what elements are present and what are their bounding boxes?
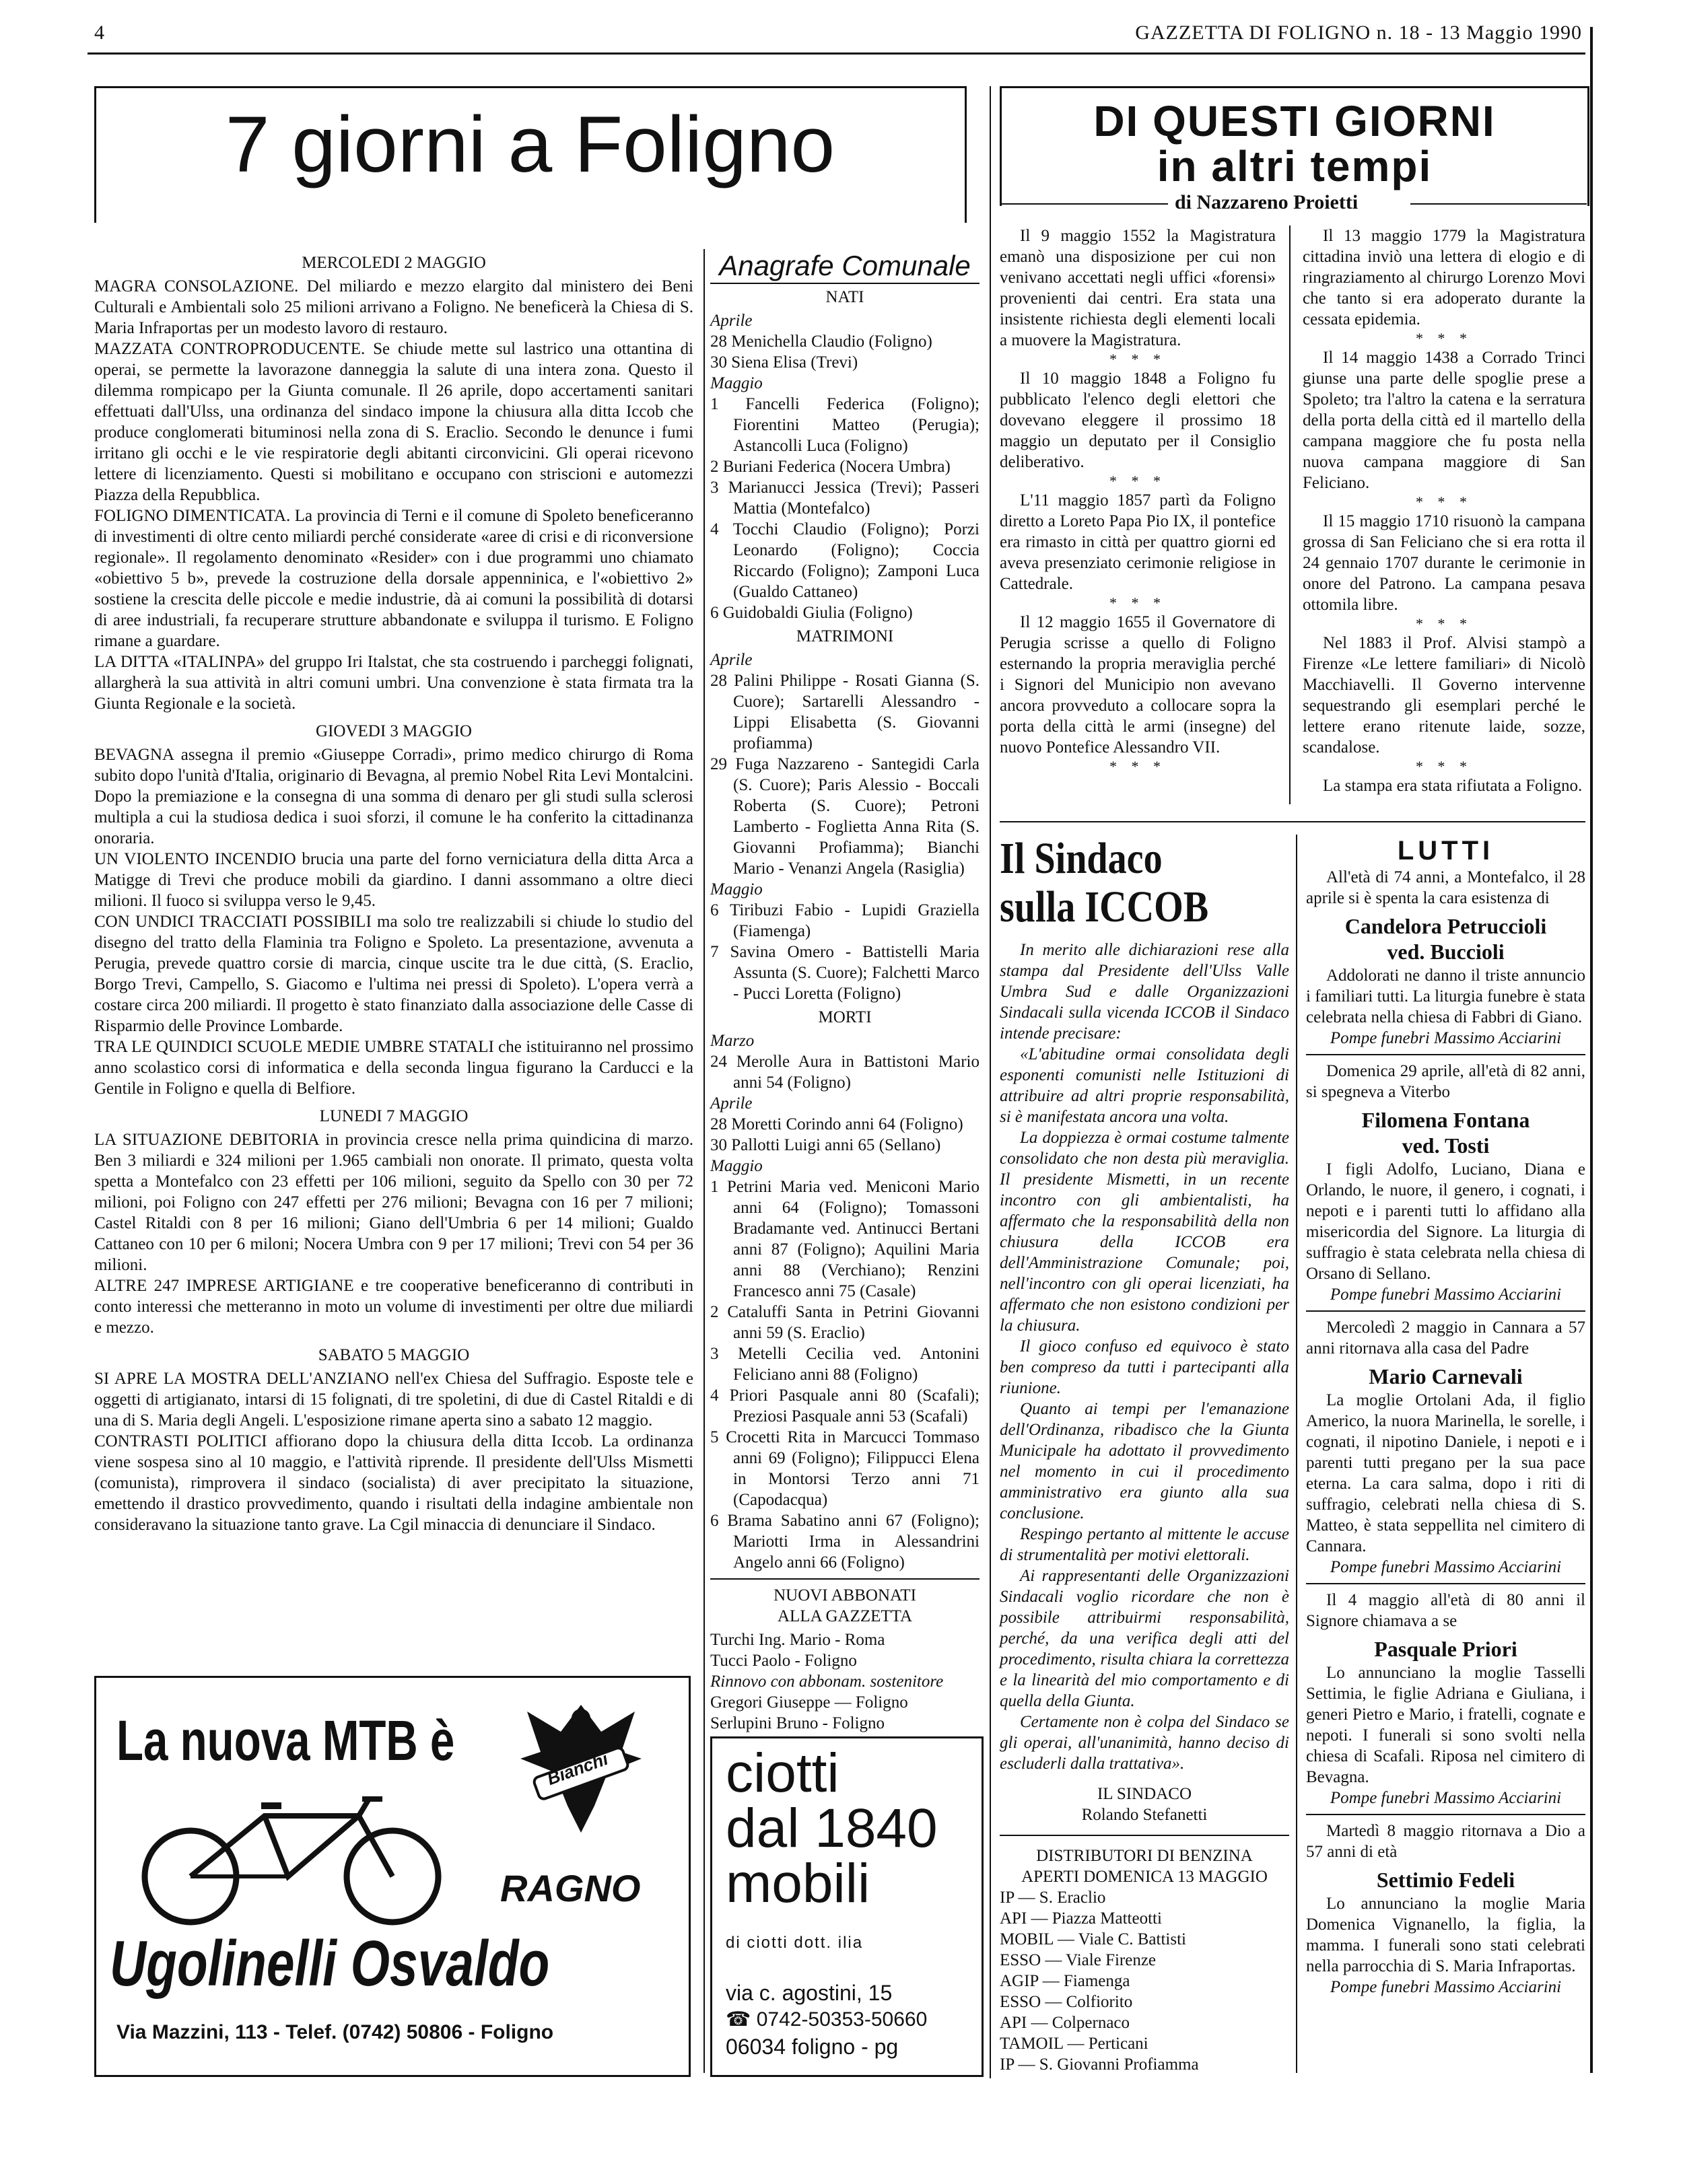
obituary-footer: Pompe funebri Massimo Acciarini — [1330, 1558, 1562, 1576]
benzina-item: AGIP — Fiamenga — [1000, 1972, 1130, 1990]
anagrafe-entry: 6 Tiribuzi Fabio - Lupidi Graziella (Fiamenga) — [710, 901, 980, 940]
news-lead: SI APRE LA MOSTRA DELL'ANZIANO — [94, 1370, 389, 1388]
seven-days-title: 7 giorni a Foligno — [225, 100, 835, 189]
news-lead: LA SITUAZIONE DEBITORIA — [94, 1131, 319, 1149]
anagrafe-entry: 3 Marianucci Jessica (Trevi); Passeri Mattia (Montefalco) — [710, 479, 980, 518]
sindaco-article — [1000, 835, 1289, 2075]
obituary — [1306, 1821, 1585, 1998]
ciotti-phone: ☎ 0742-50353-50660 — [726, 2008, 928, 2031]
news-text: affiorano dopo la chiusura della ditta Iccob. La ordinanza viene sospesa sino al 10 maggio, e l'attività riprende. Il presidente dell'Ulss Mismetti (comunista), rimprovera il sindaco (socialista) di aver precipitato la situazione, emettendo il drastico provvedimento, quando i risultati della indagine ambientale non consideravano la situazione tanto grave. La Cgil minaccia di denunciare il Sindaco. — [94, 1432, 694, 1534]
news-paragraph — [94, 1129, 693, 1275]
obituary-name: Mario Carnevali — [1369, 1364, 1523, 1388]
news-lead: BEVAGNA — [94, 746, 174, 764]
anagrafe-month: Maggio — [710, 880, 763, 899]
news-lead: FOLIGNO DIMENTICATA. — [94, 507, 291, 525]
ragno-model: RAGNO — [500, 1867, 641, 1909]
obituary-name-2: ved. Buccioli — [1387, 940, 1505, 964]
obituary-footer: Pompe funebri Massimo Acciarini — [1330, 1978, 1562, 1996]
anagrafe-entry: 24 Merolle Aura in Battistoni Mario anni 54 (Foligno) — [710, 1053, 980, 1092]
benzina-item: ESSO — Colfiorito — [1000, 1993, 1133, 2011]
altri-tempi-byline-rule-left — [1000, 203, 1168, 205]
anagrafe-heading: MATRIMONI — [796, 627, 894, 645]
separator-stars: * * * — [1109, 758, 1166, 775]
sindaco-paragraph: Certamente non è colpa del Sindaco se gli operai, all'unanimità, hanno deciso di escluderli dalla trattativa». — [1000, 1713, 1289, 1773]
news-text: Se chiude mette sul lastrico una ottantina di operai, se permette la lavorazone danneggia la salute di una intera zona. Questo il dilemma rompicapo per la Giunta comunale. Il 26 aprile, dopo accertamenti sanitari effettuati dall'Ulss, una ordinanza del sindaco impone la chiusura alla ditta Iccob che produce conglomerati bituminosi nella zona di S. Eraclio. Secondo le denunce i fumi irritano gli occhi e le vie respiratorie degli abitanti circonvicini. Gli operai ricevono lettere di licenziamento. Questi si mobilitano e occupano con striscioni e automezzi Piazza della Repubblica. — [94, 340, 693, 504]
lutti — [1306, 835, 1585, 1998]
sindaco-title1: Il Sindaco — [1000, 834, 1163, 883]
news-paragraph — [94, 744, 693, 849]
mtb-headline: La nuova MTB è — [116, 1709, 455, 1772]
altri-tempi-item: Il 9 maggio 1552 la Magistratura emanò una disposizione per cui non venivano accettati negli uffici «forensi» provenienti dai centri. Era stata una insistente richiesta degli elementi locali a muovere la Magistratura. — [1000, 227, 1276, 349]
news-text: La provincia di Terni e il comune di Spoleto beneficeranno di investimenti di oltre cento miliardi perché considerate «aree di crisi e di riconversione regionale». Il regolamento denominato «Resider» con i due programmi uno chiamato «obiettivo 5 b», prevede la costruzione della dorsale appenninica, e l'«obiettivo 2» sostiene la crescita delle piccole e medie industrie, dà ai comuni la possibilità di dotarsi di aree industriali, fa recuperare strutture abbandonate e sviluppa il turismo. E Foligno rimane a guardare. — [94, 507, 693, 650]
news-lead: LA DITTA «ITALINPA» — [94, 653, 265, 671]
anagrafe-entry: 30 Siena Elisa (Trevi) — [710, 353, 858, 372]
ciotti-logo-line2: dal 1840 — [726, 1798, 938, 1859]
day-heading: MERCOLEDI 2 MAGGIO — [302, 254, 486, 272]
sindaco-paragraph: Quanto ai tempi per l'emanazione dell'Ordinanza, ribadisco che la Giunta Municipale ha adottato il provvedimento nel momento in cui il procedimento amministrativo era giunto alla sua conclusione. — [1000, 1400, 1289, 1522]
abbonato-item: Gregori Giuseppe — Foligno — [710, 1693, 908, 1712]
sindaco-body — [1000, 940, 1289, 1774]
obituary-name: Settimio Fedeli — [1376, 1868, 1515, 1892]
abbonato-item: Tucci Paolo - Foligno — [710, 1652, 857, 1670]
ciotti-logo-line3: mobili — [726, 1853, 870, 1914]
sindaco-signature-role: IL SINDACO — [1097, 1785, 1192, 1803]
news-lead: CONTRASTI POLITICI — [94, 1432, 267, 1450]
news-text: in provincia cresce nella prima quindicina di marzo. Ben 3 miliardi e 324 milioni per 1.965 cambiali non onorate. Il primato, questa volta spetta a Montefalco con 23 effetti per 106 milioni, seguito da Spello con 30 per 72 milioni, poi Foligno con 247 effetti per 276 milioni; Bevagna con 16 per 7 milioni; Castel Ritaldi con 8 per 16 milioni; Giano dell'Umbria 6 per 14 milioni; Gualdo Cattaneo con 10 per 6 miloni; Nocera Umbra con 9 per 17 milioni; Trevi con 54 per 36 milioni. — [94, 1131, 694, 1274]
column-divider-2 — [990, 86, 991, 2078]
seven-days-sections — [94, 252, 693, 1535]
obituary-body: Lo annunciano la moglie Tasselli Settimia, le figlie Adriana e Giuliana, i generi Pietro e Mario, i fratelli, cognate e nepoti. I funerali si sono svolti nella chiesa di Scafali. Riposa nel cimitero di Bevagna. — [1306, 1664, 1585, 1786]
abbonato-item: Rinnovo con abbonam. sostenitore — [710, 1672, 944, 1691]
benzina-list — [1000, 1887, 1289, 2075]
anagrafe-entry: 3 Metelli Cecilia ved. Antonini Feliciano anni 88 (Foligno) — [710, 1345, 980, 1384]
benzina-item: API — Piazza Matteotti — [1000, 1909, 1162, 1928]
anagrafe-entry: 4 Priori Pasquale anni 80 (Scafali); Preziosi Pasquale anni 53 (Scafali) — [710, 1386, 980, 1425]
obituary — [1306, 1061, 1585, 1305]
obituary — [1306, 1317, 1585, 1578]
anagrafe-entry: 28 Menichella Claudio (Foligno) — [710, 332, 932, 351]
right-edge-rule — [1590, 27, 1593, 2073]
day-heading: GIOVEDI 3 MAGGIO — [316, 722, 472, 740]
mtb-ad — [94, 1676, 691, 2077]
separator-stars: * * * — [1416, 493, 1472, 510]
anagrafe-month: Aprile — [710, 1094, 753, 1113]
abbonato-item: Serlupini Bruno - Foligno — [710, 1714, 885, 1732]
day-heading: SABATO 5 MAGGIO — [318, 1346, 470, 1364]
news-lead: CON UNDICI TRACCIATI POSSIBILI — [94, 913, 372, 931]
bianchi-logo-text: Bianchi — [544, 1748, 611, 1790]
news-lead: MAGRA CONSOLAZIONE. — [94, 277, 299, 295]
obituary-intro: Mercoledì 2 maggio in Cannara a 57 anni ritornava alla casa del Padre — [1306, 1318, 1585, 1358]
news-text: del gruppo Iri Italstat, che sta costruendo i parcheggi folignati, allargherà la sua attività in altri comuni umbri. Una convenzione è stata firmata tra la Giunta Regionale e la società. — [94, 653, 693, 713]
news-paragraph — [94, 1431, 693, 1535]
benzina-item: IP — S. Eraclio — [1000, 1889, 1106, 1907]
altri-tempi-item: Il 10 maggio 1848 a Foligno fu pubblicato l'elenco degli elettori che dovevano eleggere il prossimo 18 maggio un deputato per il Consiglio deliberativo. — [1000, 369, 1276, 471]
obituary-body: I figli Adolfo, Luciano, Diana e Orlando, le nuore, il genero, i cognati, i nepoti e i parenti tutti lo affidano alla misericordia del Signore. La liturgia di suffragio è stata celebrata nella chiesa di Orsano di Sellano. — [1306, 1160, 1585, 1283]
anagrafe-entry: 30 Pallotti Luigi anni 65 (Sellano) — [710, 1136, 941, 1154]
altri-tempi-item: La stampa era stata rifiutata a Foligno. — [1323, 777, 1583, 795]
news-text: Del miliardo e mezzo elargito dal ministero dei Beni Culturali e Ambientali solo 25 milioni arrivano a Foligno. Ne beneficerà la Chiesa di S. Maria Infraportas per un modesto lavoro di restauro. — [94, 277, 693, 337]
news-text: ma solo tre realizzabili si chiude lo studio del disegno del tratto della Flaminia tra Foligno e Spoleto. La presentazione, avvenuta a Perugia, prevede quattro corsie di marcia, cinque uscite tra le due città, (S. Eraclio, Borgo Trevi, Campello, S. Giacomo e l'ultima nei pressi di Spoleto). L'opera verrà a costare circa 200 miliardi. Il progetto è stato finanziato dalla associazione delle Casse di Risparmio delle Province Lombarde. — [94, 913, 694, 1035]
news-lead: ALTRE 247 IMPRESE ARTIGIANE — [94, 1277, 354, 1295]
obituary-intro: Domenica 29 aprile, all'età di 82 anni, si spegneva a Viterbo — [1306, 1062, 1585, 1101]
altri-tempi-right — [1303, 225, 1585, 796]
news-paragraph — [94, 1275, 693, 1338]
page-number: 4 — [94, 22, 105, 44]
anagrafe-entry: 5 Crocetti Rita in Marcucci Tommaso anni 69 (Foligno); Filippucci Elena in Montorsi Terzo anni 71 (Capodacqua) — [710, 1428, 980, 1509]
seven-days-body — [94, 246, 693, 1535]
anagrafe-heading: MORTI — [818, 1008, 872, 1026]
altri-tempi-title1: DI QUESTI GIORNI — [1093, 97, 1496, 145]
lutti-entries — [1306, 867, 1585, 1998]
altri-tempi-right-items — [1303, 225, 1585, 796]
news-paragraph — [94, 1368, 693, 1431]
anagrafe-month: Aprile — [710, 651, 753, 669]
news-paragraph — [94, 911, 693, 1036]
altri-tempi-title2: in altri tempi — [1157, 142, 1433, 190]
obituary-footer: Pompe funebri Massimo Acciarini — [1330, 1789, 1562, 1807]
news-lead: TRA LE QUINDICI SCUOLE MEDIE UMBRE STATALI — [94, 1038, 494, 1056]
benzina-item: ESSO — Viale Firenze — [1000, 1951, 1157, 1969]
news-paragraph — [94, 651, 693, 714]
obituary-intro: All'età di 74 anni, a Montefalco, il 28 aprile si è spenta la cara esistenza di — [1306, 868, 1585, 907]
anagrafe-month: Maggio — [710, 1157, 763, 1175]
altri-tempi-item: Il 15 maggio 1710 risuonò la campana grossa di San Feliciano che si era rotta il 24 gennaio 1707 durante le cerimonie in onore del Patrono. La campana pesava ottomila libre. — [1303, 512, 1585, 614]
ciotti-owner: di ciotti dott. ilia — [726, 1934, 864, 1952]
anagrafe-divider — [710, 1578, 980, 1580]
benzina-title2: APERTI DOMENICA 13 MAGGIO — [1021, 1868, 1268, 1886]
sindaco-paragraph: In merito alle dichiarazioni rese alla stampa dal Presidente dell'Ulss Valle Umbra Sud e dalle Organizzazioni Sindacali sulla vicenda ICCOB il Sindaco intende precisare: — [1000, 941, 1289, 1043]
anagrafe-entry: 1 Fancelli Federica (Foligno); Fiorentini Matteo (Perugia); Astancolli Luca (Foligno) — [710, 395, 980, 455]
anagrafe-entry: 1 Petrini Maria ved. Meniconi Mario anni 64 (Foligno); Tomassoni Bradamante ved. Antinucci Bertani anni 87 (Foligno); Aquilini Maria anni 88 (Verchiano); Renzini Francesco anni 75 (Casale) — [710, 1178, 980, 1300]
header-rule — [88, 52, 1585, 55]
obituary-footer: Pompe funebri Massimo Acciarini — [1330, 1029, 1562, 1047]
anagrafe-entry: 28 Palini Philippe - Rosati Gianna (S. Cuore); Sartarelli Alessandro - Lippi Elisabetta (S. Giovanni profiamma) — [710, 672, 980, 752]
abbonato-item: Turchi Ing. Mario - Roma — [710, 1631, 885, 1649]
news-paragraph — [94, 849, 693, 911]
anagrafe-entry: 6 Guidobaldi Giulia (Foligno) — [710, 604, 913, 622]
separator-stars: * * * — [1416, 330, 1472, 347]
anagrafe — [710, 249, 980, 1734]
anagrafe-entry: 2 Buriani Federica (Nocera Umbra) — [710, 458, 951, 476]
obituary — [1306, 867, 1585, 1049]
obituary-name: Candelora Petruccioli — [1344, 914, 1547, 938]
anagrafe-month: Marzo — [710, 1032, 755, 1050]
altri-tempi-byline: di Nazzareno Proietti — [1175, 191, 1359, 213]
obituary-body: La moglie Ortolani Ada, il figlio Americo, la nuora Marinella, le sorelle, i cognati, il nipotino Daniele, i nepoti e i parenti tutti pregano per la sua pace eterna. La cara salma, dopo i riti di suffragio, celebrati nella chiesa di S. Matteo, è stata seppellita nel cimitero di Cannara. — [1306, 1391, 1585, 1555]
altri-tempi-item: Il 13 maggio 1779 la Magistratura cittadina inviò una lettera di elogio e di ringraziamento al chirurgo Lorenzo Movi che tanto si era adoperato durante la cessata epidemia. — [1303, 227, 1585, 328]
altri-tempi-bottom-rule — [1000, 821, 1585, 822]
sindaco-divider — [1000, 1835, 1289, 1836]
sindaco-paragraph: La doppiezza è ormai costume talmente consolidato che non desta più meraviglia. Il presidente Mismetti, in un recente incontro con gli ambientalisti, ha affermato che la responsabilità della non chiusura della ICCOB era dell'Amministrazione Comunale; poi, nell'incontro con gli operai licenziati, ha affermato che non esistono condizioni per la chiusura. — [1000, 1129, 1289, 1335]
anagrafe-entry: 6 Brama Sabatino anni 67 (Foligno); Mariotti Irma in Alessandrini Angelo anni 66 (Foligno) — [710, 1512, 980, 1572]
altri-tempi-left-items — [1000, 225, 1276, 775]
obituary — [1306, 1590, 1585, 1808]
obituary-footer: Pompe funebri Massimo Acciarini — [1330, 1285, 1562, 1304]
obituary-divider — [1306, 1814, 1585, 1815]
ciotti-ad — [710, 1736, 984, 2077]
obituary-intro: Il 4 maggio all'età di 80 anni il Signore chiamava a se — [1306, 1591, 1585, 1630]
altri-tempi-item: Nel 1883 il Prof. Alvisi stampò a Firenze «Le lettere familiari» di Nicolò Macchiavelli. Il Governo intervenne sequestrando gli esemplari perché le lettere erano ritenute laide, sozze, scandalose. — [1303, 634, 1585, 756]
news-lead: UN VIOLENTO INCENDIO — [94, 850, 296, 868]
sindaco-title2: sulla ICCOB — [1000, 882, 1209, 931]
news-text: assegna il premio «Giuseppe Corradi», primo medico chirurgo di Roma subito dopo l'unità d'Italia, originario di Bevagna, al premio Nobel Rita Levi Montalcini. Dopo la premiazione e la consegna di una somma di denaro per gli studi sulla sclerosi multipla a cui la studiosa dedica i suoi sforzi, il comune le ha conferito la cittadinanza onoraria. — [94, 746, 693, 847]
obituary-name: Filomena Fontana — [1361, 1108, 1530, 1132]
obituary-divider — [1306, 1310, 1585, 1312]
anagrafe-sections — [710, 287, 980, 1573]
anagrafe-entry: 29 Fuga Nazzareno - Santegidi Carla (S. Cuore); Paris Alessio - Boccali Roberta (S. Cuore); Petroni Lamberto - Foglietta Anna Rita (S. Giovanni Profiamma); Bianchi Mario - Venanzi Angela (Rasiglia) — [710, 755, 980, 878]
altri-tempi-item: Il 12 maggio 1655 il Governatore di Perugia scrisse a quello di Foligno esternando la propria meraviglia perché i Signori del Municipio non avevano ancora provveduto a collocare sopra la porta della città le armi (insegne) del nuovo Pontefice Alessandro VII. — [1000, 613, 1276, 756]
column-divider-3 — [1289, 225, 1291, 804]
news-paragraph — [94, 339, 693, 505]
anagrafe-month: Aprile — [710, 312, 753, 330]
separator-stars: * * * — [1416, 615, 1472, 632]
masthead: GAZZETTA DI FOLIGNO n. 18 - 13 Maggio 1990 — [1135, 22, 1582, 44]
sindaco-paragraph: Ai rappresentanti delle Organizzazioni Sindacali voglio ricordare che non è possibile attribuirmi responsabilità, perché, da una verifica degli atti del procedimento, risulta chiara la correttezza e la linearità del mio comportamento e di quella della Giunta. — [1000, 1567, 1289, 1710]
column-divider-4 — [1296, 835, 1297, 2073]
news-paragraph — [94, 276, 693, 339]
abbonati-list — [710, 1629, 980, 1734]
news-text: e tre cooperative beneficeranno di contributi in conto interessi che metteranno in moto un volume di investimenti per oltre due miliardi e mezzo. — [94, 1277, 693, 1337]
benzina-item: TAMOIL — Perticani — [1000, 2035, 1148, 2053]
news-text: che istituiranno nel prossimo anno scolastico corsi di informatica e della seconda lingua figurano la Carducci e la Gentile in Foligno e quella di Belfiore. — [94, 1038, 693, 1098]
anagrafe-heading: NATI — [825, 288, 864, 306]
sindaco-paragraph: «L'abitudine ormai consolidata degli esponenti comunisti nelle Istituzioni di attribuire ad altri proprie responsabilità, si è manifestata ancora una volta. — [1000, 1045, 1289, 1126]
anagrafe-month: Maggio — [710, 374, 763, 392]
obituary-name: Pasquale Priori — [1374, 1637, 1517, 1661]
sindaco-paragraph: Respingo pertanto al mittente le accuse di strumentalità per motivi elettorali. — [1000, 1525, 1289, 1564]
separator-stars: * * * — [1109, 594, 1166, 611]
obituary-divider — [1306, 1054, 1585, 1055]
obituary-divider — [1306, 1583, 1585, 1584]
day-heading: LUNEDI 7 MAGGIO — [319, 1107, 469, 1125]
sindaco-signature-name: Rolando Stefanetti — [1081, 1806, 1208, 1824]
obituary-body: Addolorati ne danno il triste annuncio i familiari tutti. La liturgia funebre è stata celebrata nella chiesa di Fabbri di Giano. — [1306, 966, 1585, 1026]
altri-tempi-byline-rule-right — [1410, 203, 1587, 205]
ciotti-address: via c. agostini, 15 — [726, 1981, 893, 2005]
obituary-name-2: ved. Tosti — [1402, 1133, 1490, 1158]
anagrafe-entry: 4 Tocchi Claudio (Foligno); Porzi Leonardo (Foligno); Coccia Riccardo (Foligno); Zamponi Luca (Gualdo Cattaneo) — [710, 520, 980, 601]
bianchi-eagle-logo — [514, 1691, 648, 1846]
benzina-item: MOBIL — Viale C. Battisti — [1000, 1930, 1186, 1948]
anagrafe-title: Anagrafe Comunale — [710, 249, 980, 284]
separator-stars: * * * — [1416, 758, 1472, 775]
separator-stars: * * * — [1109, 472, 1166, 489]
news-paragraph — [94, 1036, 693, 1099]
obituary-intro: Martedì 8 maggio ritornava a Dio a 57 anni di età — [1306, 1822, 1585, 1861]
news-paragraph — [94, 505, 693, 651]
separator-stars: * * * — [1109, 351, 1166, 367]
altri-tempi-item: Il 14 maggio 1438 a Corrado Trinci giunse una parte delle spoglie prese a Spoleto; tra l'altro la catena e la serratura della porta della città ed il martello della campana maggiore che fu posta nella nuova campana maggiore di San Feliciano. — [1303, 349, 1585, 492]
ciotti-city: 06034 foligno - pg — [726, 2035, 899, 2059]
benzina-item: API — Colpernaco — [1000, 2014, 1130, 2032]
lutti-title: LUTTI — [1397, 836, 1495, 866]
anagrafe-entry: 28 Moretti Corindo anni 64 (Foligno) — [710, 1115, 963, 1133]
obituary-body: Lo annunciano la moglie Maria Domenica Vignanello, la figlia, la mamma. I funerali sono stati celebrati nella parrocchia di S. Maria Infraportas. — [1306, 1895, 1585, 1975]
anagrafe-entry: 2 Cataluffi Santa in Petrini Giovanni anni 59 (S. Eraclio) — [710, 1303, 980, 1342]
benzina-title1: DISTRIBUTORI DI BENZINA — [1036, 1847, 1253, 1865]
news-text: brucia una parte del forno verniciatura della ditta Arca a Matigge di Trevi che produce mobili da giardino. I danni assommano a oltre dieci milioni. Il fuoco si sviluppa verso le 9,45. — [94, 850, 693, 910]
news-lead: MAZZATA CONTROPRODUCENTE. — [94, 340, 366, 358]
dealer-name: Ugolinelli Osvaldo — [110, 1928, 550, 2000]
bicycle-icon — [116, 1779, 467, 1927]
abbonati-title: NUOVI ABBONATI ALLA GAZZETTA — [774, 1586, 916, 1625]
altri-tempi-left — [1000, 225, 1276, 775]
dealer-address: Via Mazzini, 113 - Telef. (0742) 50806 - Foligno — [116, 2021, 554, 2043]
benzina-item: IP — S. Giovanni Profiamma — [1000, 2055, 1199, 2074]
ciotti-logo-line1: ciotti — [726, 1742, 839, 1804]
column-divider-1 — [703, 249, 705, 2073]
altri-tempi-item: L'11 maggio 1857 partì da Foligno diretto a Loreto Papa Pio IX, il pontefice era rimasto in città per quattro giorni ed aveva presenziato cerimonie religiose in Cattedrale. — [1000, 491, 1276, 593]
sindaco-paragraph: Il gioco confuso ed equivoco è stato ben compreso da tutti i partecipanti alla riunione. — [1000, 1337, 1289, 1397]
anagrafe-entry: 7 Savina Omero - Battistelli Maria Assunta (S. Cuore); Falchetti Marco - Pucci Loretta (Foligno) — [710, 943, 980, 1003]
news-text: nell'ex Chiesa del Suffragio. Esposte tele e oggetti di artigianato, intarsi di 15 folignati, di tre spoletini, di due di Castel Ritaldi e di una di S. Maria degli Angeli. L'esposizione rimane aperta sino a sabato 12 maggio. — [94, 1370, 694, 1430]
